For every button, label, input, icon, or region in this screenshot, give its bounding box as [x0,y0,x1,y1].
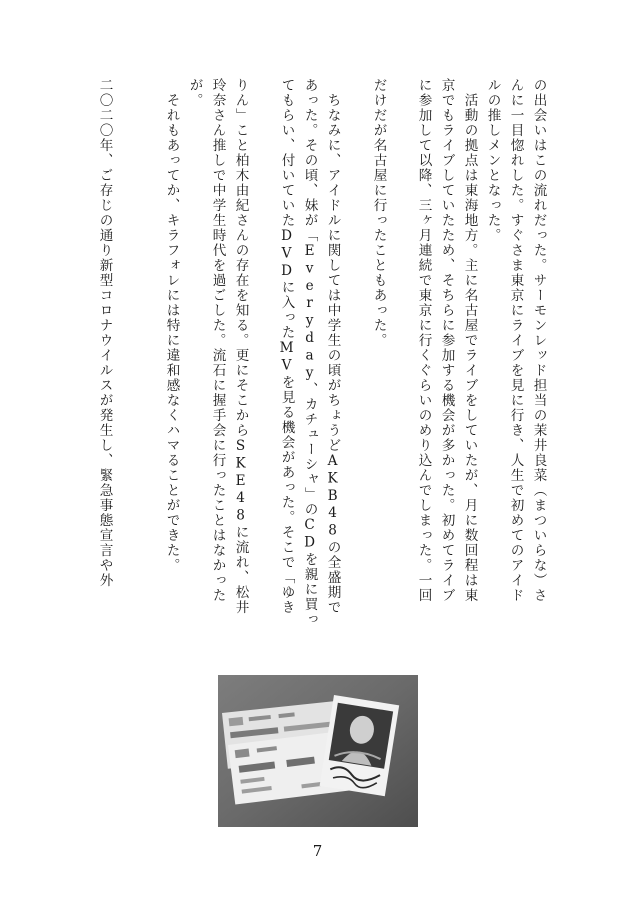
text-column-15: それもあってか、キラフォレには特に違和感なくハマることができた。 [163,78,180,573]
text-column-11: てもらい、付いていたDVDに入ったMVを見る機会があった。そこで「ゆき [278,78,295,615]
text-column-13: 玲奈さん推しで中学生時代を過ごした。流石に握手会に行ったことはなかった [209,78,226,603]
text-column-9: ちなみに、アイドルに関しては中学生の頃がちょうどAKB48の全盛期で [324,78,341,615]
text-column-10: あった。その頃、妹が「Everyday、カチューシャ」のCDを親に買っ [301,78,318,627]
ticket-photo [218,675,418,827]
text-column-12: りん」こと柏木由紀さんの存在を知る。更にそこからSKE48に流れ、松井 [232,78,249,615]
text-column-2: んに一目惚れした。すぐさま東京にライブを見に行き、人生で初めてのアイド [507,78,524,603]
text-column-14: が。 [186,78,203,108]
text-column-7: だけだが名古屋に行ったこともあった。 [370,78,387,348]
text-column-1: の出会いはこの流れだった。サーモンレッド担当の茉井良菜（まついらな）さ [530,78,547,603]
text-column-3: ルの推しメンとなった。 [484,78,501,243]
text-column-4: 活動の拠点は東海地方。主に名古屋でライブをしていたが、月に数回程は東 [461,78,478,603]
page-number: 7 [312,842,323,860]
text-column-5: 京でもライブしていたため、そちらに参加する機会が多かった。初めてライブ [438,78,455,603]
text-column-6: に参加して以降、三ヶ月連続で東京に行くぐらいのめり込んでしまった。一回 [415,78,432,603]
text-column-17: 二〇二〇年、ご存じの通り新型コロナウイルスが発生し、緊急事態宣言や外 [96,78,113,588]
